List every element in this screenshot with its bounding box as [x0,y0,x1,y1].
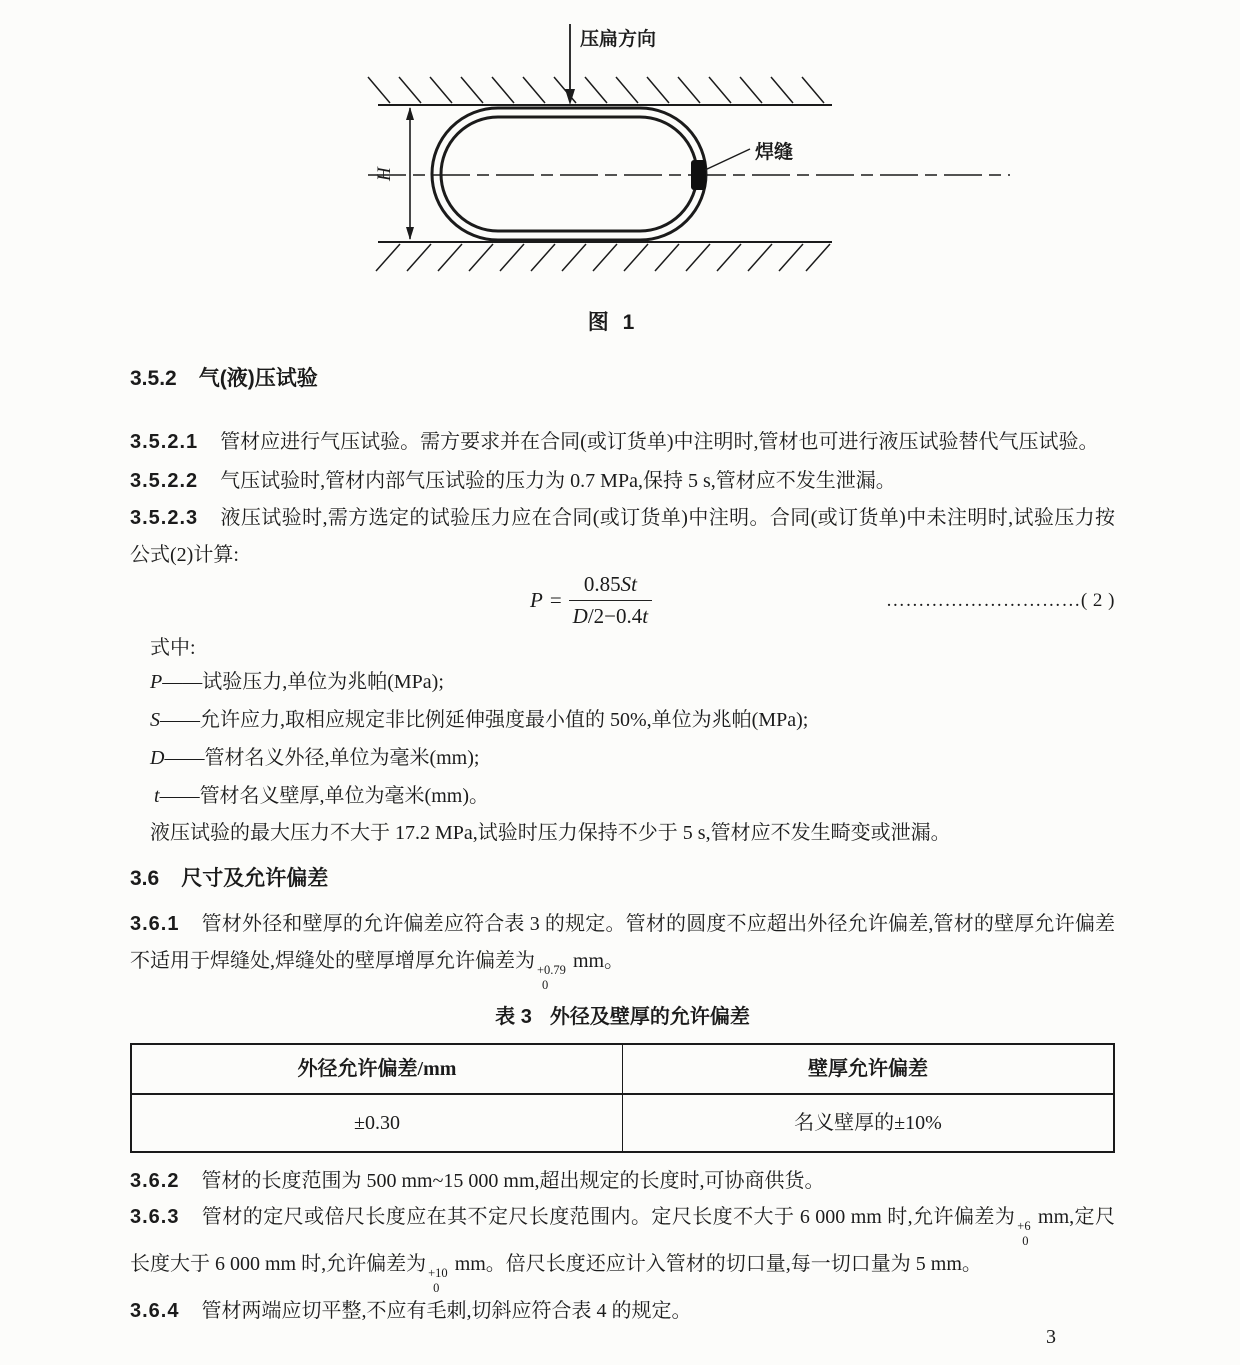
clause-text: 气压试验时,管材内部气压试验的压力为 0.7 MPa,保持 5 s,管材应不发生泄漏。 [220,470,896,492]
symbol: S [150,709,160,731]
body-text-column [130,366,1115,1328]
clause-3-6-4 [130,1294,1115,1328]
clause-number: 3.6.2 [130,1170,180,1192]
definition-text: 管材名义外径,单位为毫米(mm); [204,747,480,769]
table3-cell-wall-value: 名义壁厚的±10% [623,1094,1115,1152]
symbol: t [154,785,160,807]
tolerance-stack [537,964,566,991]
table3-header-row [131,1044,1114,1094]
clause-text: 液压试验时,需方选定的试验压力应在合同(或订货单)中注明。合同(或订货单)中未注明时,试验压力按公式(2)计算: [130,507,1115,566]
clause-text: 管材的定尺或倍尺长度应在其不定尺长度范围内。定尺长度不大于 6 000 mm 时,允许偏差为 [201,1206,1016,1228]
definition-text: 允许应力,取相应规定非比例延伸强度最小值的 50%,单位为兆帕(MPa); [200,709,809,731]
tolerance-lower: 0 [542,977,549,992]
clause-text: 管材外径和壁厚的允许偏差应符合表 3 的规定。管材的圆度不应超出外径允许偏差,管材的壁厚允许偏差不适用于焊缝处,焊缝处的壁厚增厚允许偏差为 [130,913,1115,972]
weld-seam-label: 焊缝 [755,142,794,163]
table-number: 表 3 [495,1006,532,1028]
h-dim-arrowhead-bottom [406,227,414,240]
definition-s [150,701,1115,739]
tolerance-upper: +0.79 [537,963,566,977]
tolerance-upper: +6 [1017,1219,1031,1233]
table3-col-wall-tolerance: 壁厚允许偏差 [623,1044,1115,1094]
tolerance-upper: +10 [428,1266,448,1280]
fraction-numerator [569,572,652,601]
section-heading-3-5-2 [130,366,1115,392]
flattening-test-figure [360,18,1140,298]
dash: —— [164,747,205,769]
clause-3-5-2-3 [130,500,1115,574]
pipe-inner-wall [441,117,697,231]
tolerance-stack [428,1267,448,1294]
h-dimension-label: H [374,167,395,181]
clause-number: 3.5.2.1 [130,431,199,453]
symbol: P [150,671,163,693]
clause-number: 3.5.2.2 [130,470,199,492]
weld-seam-mark [691,160,706,190]
definition-d [150,739,1115,777]
weld-leader-line [705,149,750,170]
clause-3-5-2-1 [130,424,1115,461]
formula-2 [130,572,1115,629]
denominator-variable-t: t [642,604,649,628]
dash: —— [159,785,200,807]
clause-title: 尺寸及允许偏差 [181,867,329,890]
clause-text: 管材两端应切平整,不应有毛刺,切斜应符合表 4 的规定。 [201,1300,692,1322]
definition-t [150,777,1115,815]
tolerance-stack [1017,1220,1030,1247]
equals-sign: = [549,588,562,612]
clause-text: 管材应进行气压试验。需方要求并在合同(或订货单)中注明时,管材也可进行液压试验替代气压试验。 [220,431,1099,453]
clause-number: 3.6.3 [130,1206,180,1228]
table-title: 外径及壁厚的允许偏差 [549,1006,750,1028]
denominator-middle: /2−0.4 [587,604,643,628]
numerator-variables: St [620,572,637,596]
figure-caption: 图 1 [587,311,639,334]
where-label: 式中: [150,637,196,659]
clause-number: 3.6.1 [130,913,180,935]
top-platen-hatching [368,77,824,103]
dots: ………………………… [885,589,1081,611]
numerator-coefficient: 0.85 [583,572,621,596]
table3-data-row [131,1094,1114,1152]
definition-text: 管材名义壁厚,单位为毫米(mm)。 [199,785,489,807]
clause-3-6-3 [130,1200,1115,1294]
table3-col-od-tolerance: 外径允许偏差/mm [131,1044,623,1094]
formula-lhs: P [530,588,543,612]
definition-text: 试验压力,单位为兆帕(MPa); [202,671,444,693]
clause-3-6-1 [130,906,1115,991]
symbol-definitions [130,663,1115,815]
table3-cell-od-value: ±0.30 [131,1094,623,1152]
clause-3-5-2-2 [130,463,1115,500]
dash: —— [160,709,200,731]
pipe-outer-wall [432,108,706,240]
clause-text: 管材的长度范围为 500 mm~15 000 mm,超出规定的长度时,可协商供货。 [201,1170,825,1192]
formula-leader-dots [886,590,1115,612]
clause-title: 气(液)压试验 [198,367,318,390]
symbol: D [150,747,165,769]
flatten-direction-label: 压扁方向 [580,29,657,50]
equation-number: ( 2 ) [1080,589,1115,611]
bottom-platen-hatching [376,244,830,271]
dash: —— [162,671,203,693]
hydro-test-note: 液压试验的最大压力不大于 17.2 MPa,试验时压力保持不少于 5 s,管材应不发生畸变或泄漏。 [150,822,951,844]
tolerance-lower: 0 [1022,1233,1029,1248]
table3 [130,1043,1115,1153]
table3-caption [130,1003,1115,1031]
clause-3-6-2 [130,1163,1115,1200]
clause-number: 3.5.2.3 [130,507,199,529]
formula-expression [530,572,652,629]
clause-text: mm。 [567,950,625,972]
clause-text: mm,定尺长度大于 6 000 mm 时,允许偏差为 [130,1206,1115,1275]
clause-number: 3.6 [130,867,160,890]
denominator-variable-d: D [572,604,588,628]
clause-number: 3.6.4 [130,1300,180,1322]
tolerance-lower: 0 [433,1280,440,1295]
h-dim-arrowhead-top [406,107,414,120]
section-heading-3-6 [130,866,1115,892]
page-number: 3 [1046,1326,1056,1348]
clause-text: mm。倍尺长度还应计入管材的切口量,每一切口量为 5 mm。 [449,1253,982,1275]
formula-fraction [569,572,652,629]
definition-p [150,663,1115,701]
fraction-denominator [569,601,652,629]
clause-number: 3.5.2 [130,367,177,390]
